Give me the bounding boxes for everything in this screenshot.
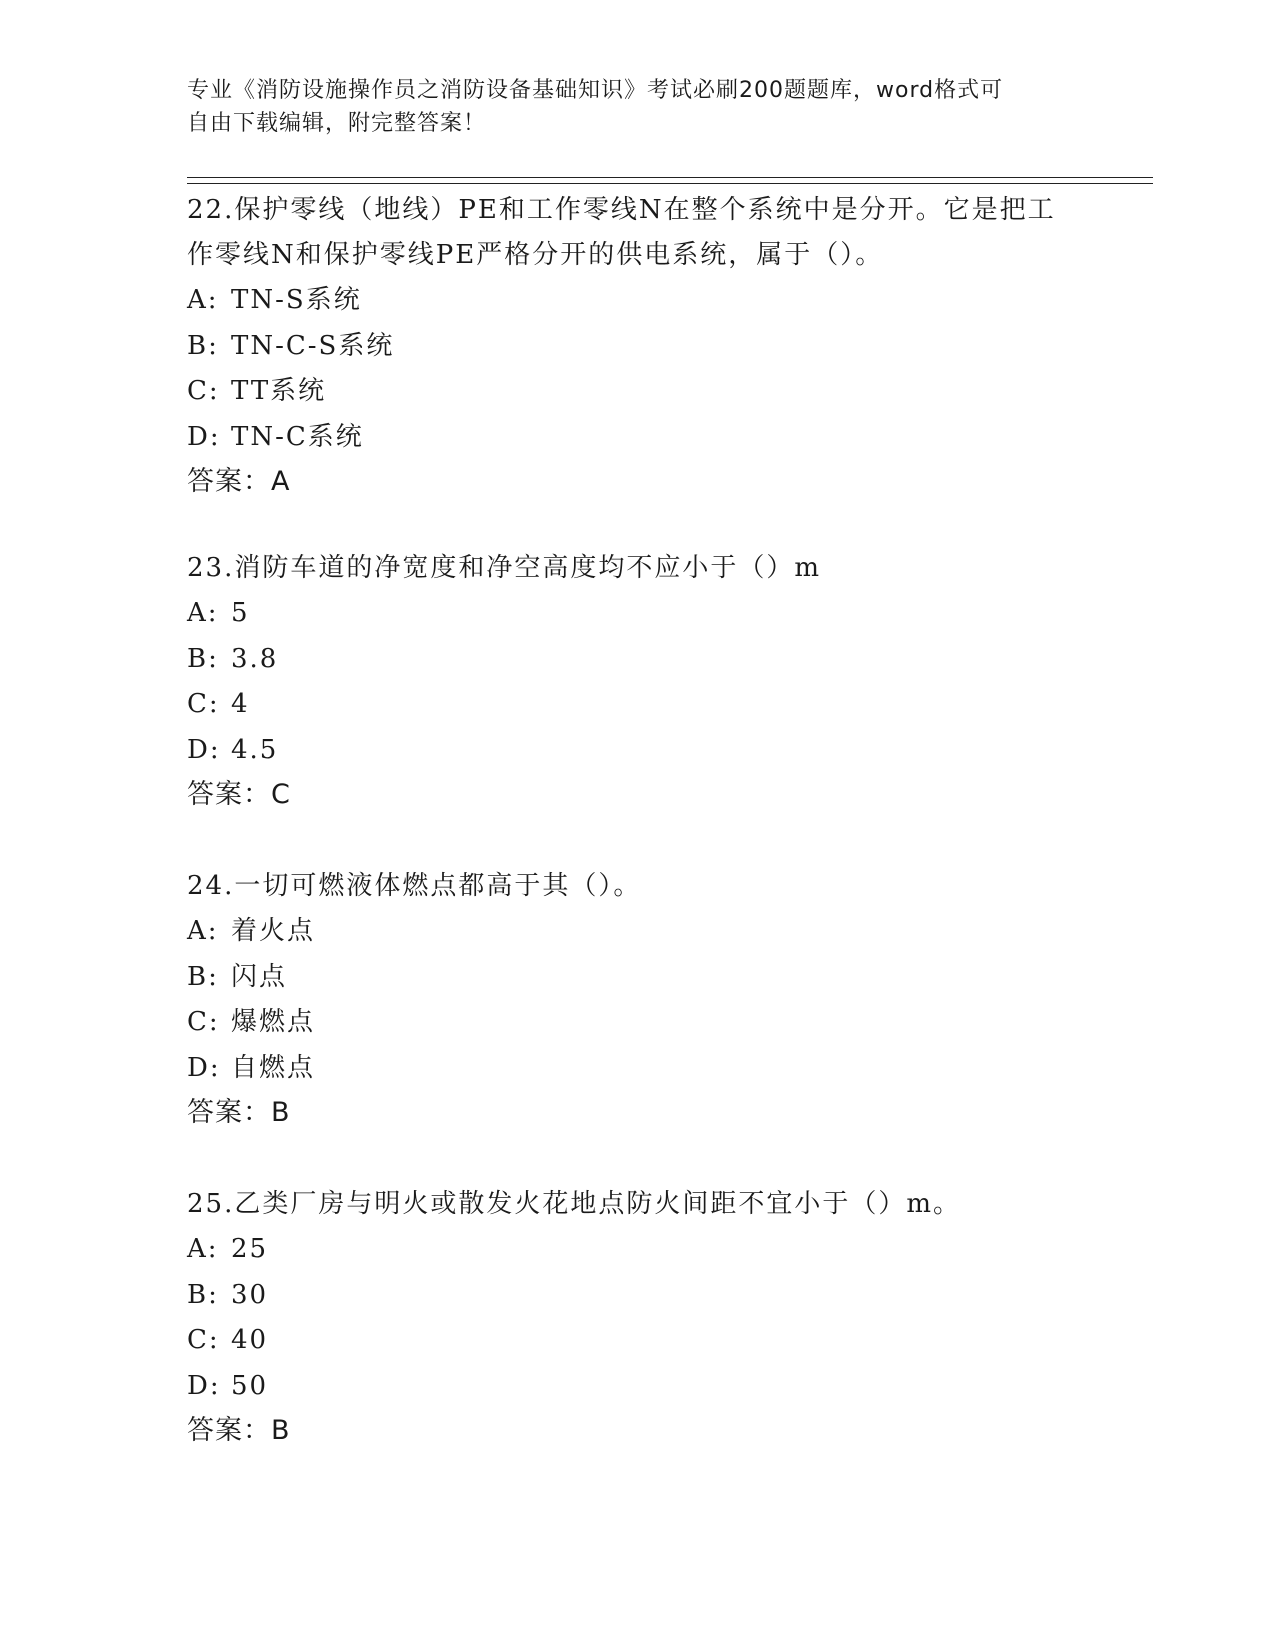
question-23-option-a xyxy=(187,591,1087,637)
question-22-option-c xyxy=(187,369,1087,415)
option-key: D: xyxy=(187,421,221,452)
question-23-option-d xyxy=(187,728,1087,774)
question-25-option-a xyxy=(187,1227,1087,1273)
option-text: 4.5 xyxy=(231,734,279,765)
header-divider-bottom xyxy=(187,183,1153,184)
option-text: 5 xyxy=(231,598,250,628)
question-25-text-line-1: 25.乙类厂房与明火或散发火花地点防火间距不宜小于（）m。 xyxy=(187,1189,962,1219)
question-23-text-line-1: 23.消防车道的净宽度和净空高度均不应小于（）m xyxy=(187,553,822,583)
header-line-1: 专业《消防设施操作员之消防设备基础知识》考试必刷200题题库，word格式可 xyxy=(187,78,1004,103)
option-text: TN-S系统 xyxy=(231,285,362,315)
question-23-option-c xyxy=(187,682,1087,728)
question-25-option-b xyxy=(187,1273,1087,1319)
question-24-option-b xyxy=(187,955,1087,1001)
option-text: 爆燃点 xyxy=(231,1007,316,1037)
document-header xyxy=(187,74,1067,140)
question-24-option-d xyxy=(187,1046,1087,1092)
option-text: TN-C-S系统 xyxy=(231,330,395,361)
option-key: C: xyxy=(187,1007,220,1037)
question-25-answer: 答案：B xyxy=(187,1415,291,1446)
option-text: TN-C系统 xyxy=(231,421,364,452)
question-22-answer: 答案：A xyxy=(187,466,291,497)
option-text: 25 xyxy=(231,1234,269,1264)
option-key: A: xyxy=(187,1234,219,1264)
question-23-answer: 答案：C xyxy=(187,779,291,810)
header-divider-top xyxy=(187,177,1153,178)
option-key: A: xyxy=(187,916,219,946)
option-key: A: xyxy=(187,285,219,315)
option-text: 40 xyxy=(231,1325,269,1355)
question-24-answer: 答案：B xyxy=(187,1097,291,1128)
question-23-option-b xyxy=(187,637,1087,683)
option-text: TT系统 xyxy=(231,376,327,406)
option-key: B: xyxy=(187,1279,219,1310)
option-key: A: xyxy=(187,598,219,628)
question-25-option-d xyxy=(187,1364,1087,1410)
option-key: B: xyxy=(187,961,219,992)
question-23 xyxy=(187,546,1087,817)
question-22 xyxy=(187,188,1087,504)
option-key: C: xyxy=(187,376,220,406)
option-key: D: xyxy=(187,1052,221,1083)
question-22-option-d xyxy=(187,415,1087,461)
option-text: 着火点 xyxy=(231,916,316,946)
option-text: 自燃点 xyxy=(231,1052,316,1083)
option-text: 闪点 xyxy=(231,961,288,992)
option-key: D: xyxy=(187,734,221,765)
option-key: B: xyxy=(187,643,219,674)
question-25-option-c xyxy=(187,1318,1087,1364)
question-22-text-line-1: 22.保护零线（地线）PE和工作零线N在整个系统中是分开。它是把工 xyxy=(187,195,1056,225)
header-line-2: 自由下载编辑，附完整答案！ xyxy=(187,111,487,136)
question-24-option-c xyxy=(187,1000,1087,1046)
option-text: 30 xyxy=(231,1279,269,1310)
question-24-text-line-1: 24.一切可燃液体燃点都高于其（）。 xyxy=(187,871,642,901)
question-24-option-a xyxy=(187,909,1087,955)
option-text: 4 xyxy=(231,689,250,719)
option-key: C: xyxy=(187,1325,220,1355)
option-key: B: xyxy=(187,330,219,361)
question-22-text-line-2: 作零线N和保护零线PE严格分开的供电系统，属于（）。 xyxy=(187,240,884,270)
question-24 xyxy=(187,864,1087,1135)
question-25 xyxy=(187,1182,1087,1453)
option-key: D: xyxy=(187,1370,221,1401)
question-22-option-b xyxy=(187,324,1087,370)
option-text: 3.8 xyxy=(231,643,279,674)
option-text: 50 xyxy=(231,1370,269,1401)
option-key: C: xyxy=(187,689,220,719)
question-22-option-a xyxy=(187,278,1087,324)
